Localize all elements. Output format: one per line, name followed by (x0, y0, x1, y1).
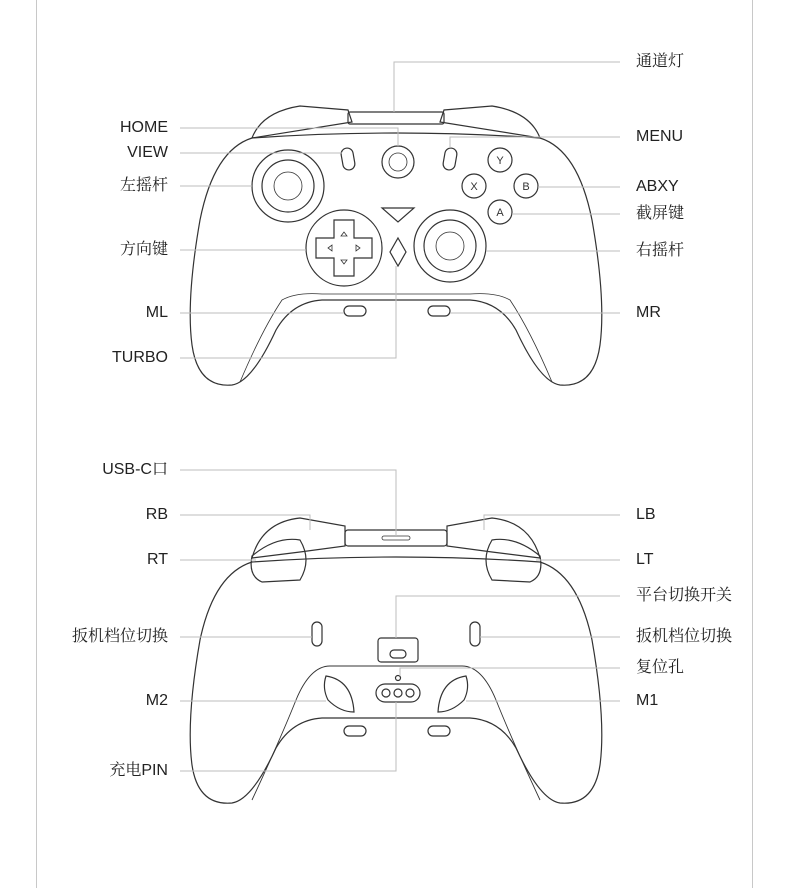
front-abxy-glyphs (470, 155, 529, 219)
label-menu: MENU (636, 128, 684, 145)
right-stick-outer (414, 210, 486, 282)
charging-pin-1 (382, 689, 390, 697)
label-screenshot: 截屏键 (636, 205, 685, 222)
label-ml: ML (145, 304, 168, 321)
left-stick-inner (274, 172, 302, 200)
label-turbo: TURBO (112, 349, 168, 366)
leader-channel-light (394, 62, 620, 112)
platform-switch-knob (390, 650, 406, 658)
m2-paddle (324, 676, 354, 712)
leader-usbc (180, 470, 396, 536)
label-lb: LB (636, 506, 656, 523)
trigger-switch-left (312, 622, 322, 646)
back-shoulder-left (252, 518, 345, 558)
label-channel-light: 通道灯 (636, 53, 685, 70)
leader-lines (180, 62, 620, 771)
dpad-cross (316, 220, 372, 276)
label-right-stick: 右摇杆 (636, 242, 685, 259)
label-mr: MR (636, 304, 661, 321)
label-rb: RB (145, 506, 168, 523)
menu-button-shape (442, 147, 458, 171)
right-stick-inner (436, 232, 464, 260)
label-m1: M1 (636, 692, 659, 709)
label-abxy: ABXY (636, 178, 679, 195)
label-dpad: 方向键 (119, 241, 168, 258)
label-home: HOME (120, 119, 168, 136)
home-button-shape (382, 146, 414, 178)
m1-paddle (438, 676, 468, 712)
label-view: VIEW (127, 144, 168, 161)
front-bumper-right (440, 106, 540, 138)
view-button-shape (340, 147, 356, 171)
share-button-shape (382, 208, 414, 222)
leader-home (180, 128, 398, 146)
x-glyph: X (470, 181, 478, 193)
label-trigger-switch-right: 扳机档位切换 (636, 628, 733, 645)
front-top-port (348, 112, 444, 124)
dpad-outer (306, 210, 382, 286)
a-glyph: A (496, 207, 504, 219)
trigger-switch-right (470, 622, 480, 646)
label-charging-pin: 充电PIN (109, 762, 168, 779)
leader-lb (484, 515, 620, 530)
leader-charging-pin (180, 702, 396, 771)
usb-c-port (382, 536, 410, 540)
leader-reset (400, 668, 620, 676)
leader-menu (450, 137, 620, 148)
front-bumper-left (252, 106, 352, 138)
back-bottom-pill-right (428, 726, 450, 736)
label-trigger-switch-left: 扳机档位切换 (71, 628, 168, 645)
back-shoulder-right (447, 518, 540, 558)
back-bottom-pill-left (344, 726, 366, 736)
right-stick-mid (424, 220, 476, 272)
home-button-inner (389, 153, 407, 171)
label-usbc: USB-C口 (102, 461, 168, 478)
charging-pin-2 (394, 689, 402, 697)
label-lt: LT (636, 551, 654, 568)
left-stick-outer (252, 150, 324, 222)
b-glyph: B (522, 181, 530, 193)
label-m2: M2 (145, 692, 168, 709)
label-reset-hole: 复位孔 (636, 659, 685, 676)
turbo-button-shape (390, 238, 406, 266)
ml-button-shape (344, 306, 366, 316)
charging-pin-3 (406, 689, 414, 697)
dpad-arrows (328, 232, 360, 264)
left-stick-mid (262, 160, 314, 212)
label-rt: RT (146, 551, 168, 568)
label-platform-switch: 平台切换开关 (636, 587, 733, 604)
reset-hole (396, 676, 401, 681)
mr-button-shape (428, 306, 450, 316)
charging-pin-housing (376, 684, 420, 702)
leader-turbo (180, 266, 396, 358)
label-left-stick: 左摇杆 (119, 177, 168, 194)
leader-rb (180, 515, 310, 530)
y-glyph: Y (496, 155, 504, 167)
